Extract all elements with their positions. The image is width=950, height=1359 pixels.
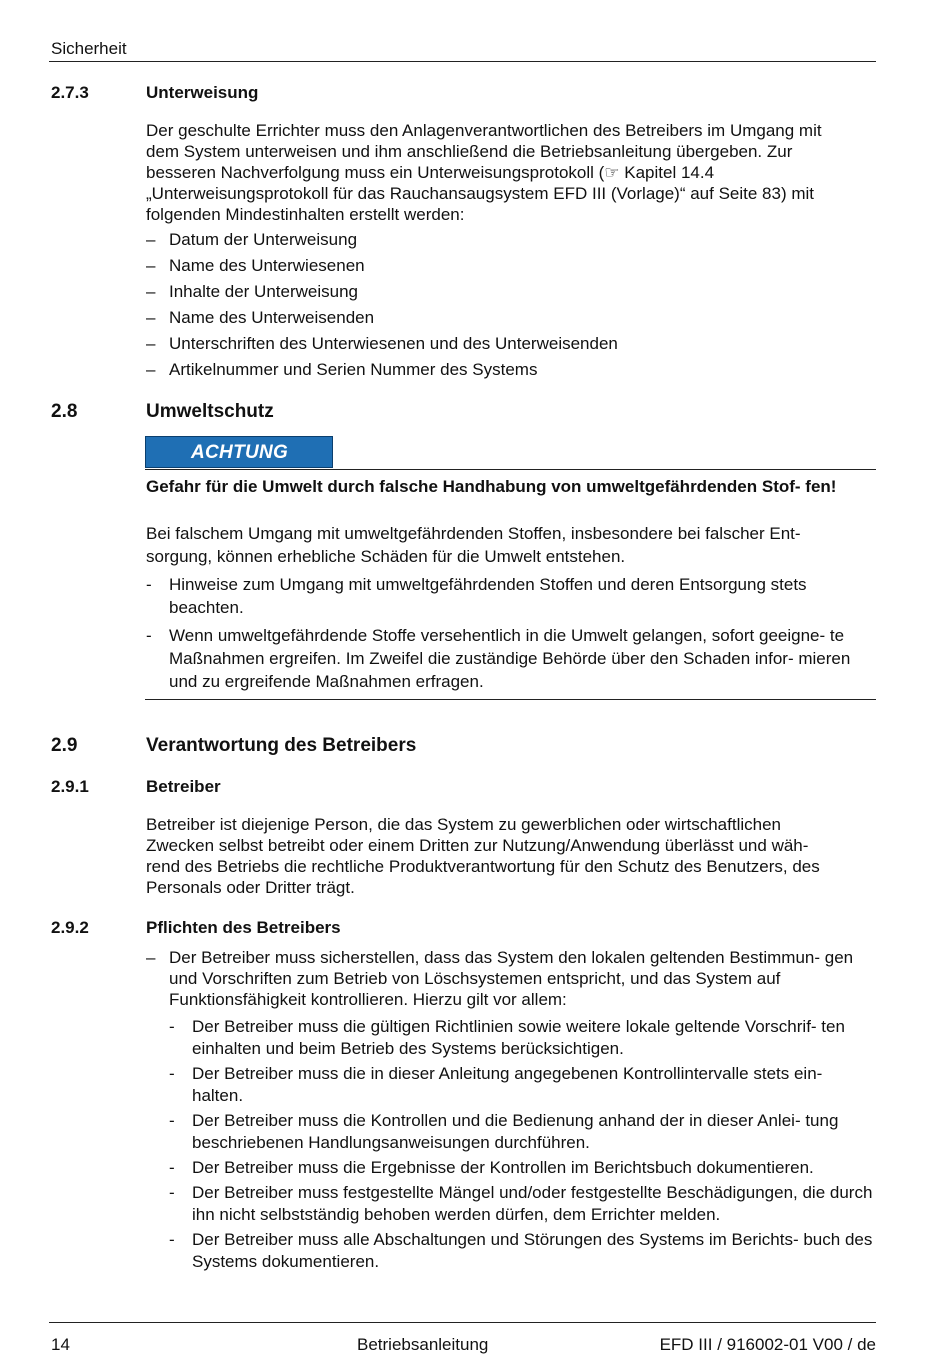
list-item bbox=[146, 359, 876, 385]
section-number-2-9: 2.9 bbox=[51, 735, 78, 756]
section-number-2-7-3: 2.7.3 bbox=[51, 83, 89, 102]
list-item-text: Inhalte der Unterweisung bbox=[169, 282, 359, 301]
dash-marker: – bbox=[146, 334, 156, 353]
hyphen-marker: - bbox=[169, 1111, 175, 1130]
intro-line: folgenden Mindestinhalten erstellt werden: bbox=[146, 205, 465, 224]
hyphen-marker: - bbox=[169, 1183, 175, 1202]
paragraph-line: Betreiber ist diejenige Person, die das System zu gewerblichen oder wirtschaftlichen bbox=[146, 815, 781, 834]
hyphen-marker: - bbox=[146, 575, 152, 594]
list-item bbox=[146, 255, 876, 281]
notice-top-rule bbox=[145, 469, 876, 470]
list-item-text: Unterschriften des Unterwiesenen und des Unterweisenden bbox=[169, 334, 618, 353]
section-title-verantwortung: Verantwortung des Betreibers bbox=[146, 735, 417, 756]
running-header: Sicherheit bbox=[51, 39, 127, 58]
list-item-text: Der Betreiber muss festgestellte Mängel und/oder festgestellte Beschädigungen, die durch ihn nicht selbstständig behoben werden dürfen, dem Errichter melden. bbox=[192, 1183, 873, 1224]
paragraph-line: Zwecken selbst betreibt oder einem Dritten zur Nutzung/Anwendung überlässt und wäh- bbox=[146, 836, 809, 855]
list-item bbox=[146, 573, 864, 619]
list-item bbox=[146, 333, 876, 359]
list-item-text: Artikelnummer und Serien Nummer des Systems bbox=[169, 360, 538, 379]
list-item bbox=[169, 1229, 877, 1273]
section-title-unterweisung: Unterweisung bbox=[146, 83, 259, 102]
list-item-text: Datum der Unterweisung bbox=[169, 230, 358, 249]
section-title-betreiber: Betreiber bbox=[146, 777, 221, 796]
achtung-label: ACHTUNG bbox=[191, 442, 289, 463]
page-number: 14 bbox=[51, 1335, 70, 1354]
dash-marker: – bbox=[146, 256, 156, 275]
list-item-text: Der Betreiber muss alle Abschaltungen und Störungen des Systems im Berichts- buch des Systems dokumentieren. bbox=[192, 1230, 873, 1271]
hyphen-marker: - bbox=[169, 1064, 175, 1083]
list-item bbox=[146, 307, 876, 333]
footer-document-reference: EFD III / 916002-01 V00 / de bbox=[659, 1335, 876, 1354]
achtung-signal-box bbox=[145, 436, 333, 468]
dash-marker: – bbox=[146, 308, 156, 327]
betreiber-definition bbox=[146, 814, 876, 898]
list-item-text: Der Betreiber muss die Ergebnisse der Kontrollen im Berichtsbuch dokumentieren. bbox=[192, 1158, 814, 1177]
hyphen-marker: - bbox=[169, 1230, 175, 1249]
intro-line: Der geschulte Errichter muss den Anlagenverantwortlichen des Betreibers im Umgang mit bbox=[146, 121, 822, 140]
notice-bottom-rule bbox=[145, 699, 876, 700]
list-item bbox=[169, 1110, 877, 1154]
list-item bbox=[169, 1016, 877, 1060]
list-item-text: Name des Unterwiesenen bbox=[169, 256, 365, 275]
intro-line[interactable]: besseren Nachverfolgung muss ein Unterweisungsprotokoll (☞ Kapitel 14.4 bbox=[146, 163, 715, 182]
list-item-text: Der Betreiber muss die gültigen Richtlinien sowie weitere lokale geltende Vorschrif- ten einhalten und beim Betrieb des Systems berücksichtigen. bbox=[192, 1017, 845, 1058]
notice-action-list bbox=[146, 573, 864, 698]
list-item bbox=[146, 624, 864, 693]
list-item bbox=[169, 1157, 877, 1179]
intro-line[interactable]: „Unterweisungsprotokoll für das Rauchansaugsystem EFD III (Vorlage)“ auf Seite 83) mit bbox=[146, 184, 815, 203]
paragraph-line: rend des Betriebs die rechtliche Produktverantwortung für den Schutz des Benutzers, des bbox=[146, 857, 820, 876]
hyphen-marker: - bbox=[169, 1158, 175, 1177]
list-item bbox=[146, 281, 876, 307]
section-title-pflichten: Pflichten des Betreibers bbox=[146, 918, 341, 937]
dash-marker: – bbox=[146, 282, 156, 301]
list-item-text: Name des Unterweisenden bbox=[169, 308, 375, 327]
list-item-text: Hinweise zum Umgang mit umweltgefährdenden Stoffen und deren Entsorgung stets beachten. bbox=[169, 575, 807, 617]
list-item-text: Der Betreiber muss die Kontrollen und die Bedienung anhand der in dieser Anlei- tung beschriebenen Handlungsanweisungen durchführen. bbox=[192, 1111, 839, 1152]
list-item bbox=[146, 229, 876, 255]
section-number-2-8: 2.8 bbox=[51, 401, 78, 422]
list-item-text: Der Betreiber muss die in dieser Anleitung angegebenen Kontrollintervalle stets ein- halten. bbox=[192, 1064, 823, 1105]
section-number-2-9-2: 2.9.2 bbox=[51, 918, 89, 937]
list-item bbox=[169, 1182, 877, 1226]
dash-marker: – bbox=[146, 230, 156, 249]
notice-text: Bei falschem Umgang mit umweltgefährdenden Stoffen, insbesondere bei falscher Ent- sorgung, können erhebliche Schäden für die Umwelt entstehen. bbox=[146, 524, 801, 566]
unterweisung-list bbox=[146, 229, 876, 385]
list-item bbox=[169, 1063, 877, 1107]
list-item-text: Wenn umweltgefährdende Stoffe versehentlich in die Umwelt gelangen, sofort geeigne- te Maßnahmen ergreifen. Im Zweifel die zuständige Behörde über den Schaden infor- mieren und zu ergreifende Maßnahmen erfragen. bbox=[169, 626, 851, 691]
dash-marker: – bbox=[146, 360, 156, 379]
duty-item bbox=[146, 947, 874, 1010]
duty-text: Der Betreiber muss sicherstellen, dass das System den lokalen geltenden Bestimmun- gen und Vorschriften zum Betrieb von Löschsystemen entspricht, und das System auf Funktionsfähigkeit kontrollieren. Hierzu gilt vor allem: bbox=[169, 948, 854, 1009]
section-number-2-9-1: 2.9.1 bbox=[51, 777, 89, 796]
section-title-umweltschutz: Umweltschutz bbox=[146, 401, 274, 422]
footer-rule bbox=[49, 1322, 876, 1323]
dash-marker: – bbox=[146, 948, 156, 967]
hyphen-marker: - bbox=[146, 626, 152, 645]
header-rule bbox=[49, 61, 876, 62]
intro-line: dem System unterweisen und ihm anschließend die Betriebsanleitung übergeben. Zur bbox=[146, 142, 793, 161]
paragraph-line: Personals oder Dritter trägt. bbox=[146, 878, 355, 897]
hyphen-marker: - bbox=[169, 1017, 175, 1036]
notice-heading: Gefahr für die Umwelt durch falsche Handhabung von umweltgefährdenden Stof- fen! bbox=[146, 477, 837, 496]
footer-document-type: Betriebsanleitung bbox=[357, 1335, 489, 1354]
duty-sub-list bbox=[169, 1016, 877, 1276]
unterweisung-intro bbox=[146, 120, 876, 225]
